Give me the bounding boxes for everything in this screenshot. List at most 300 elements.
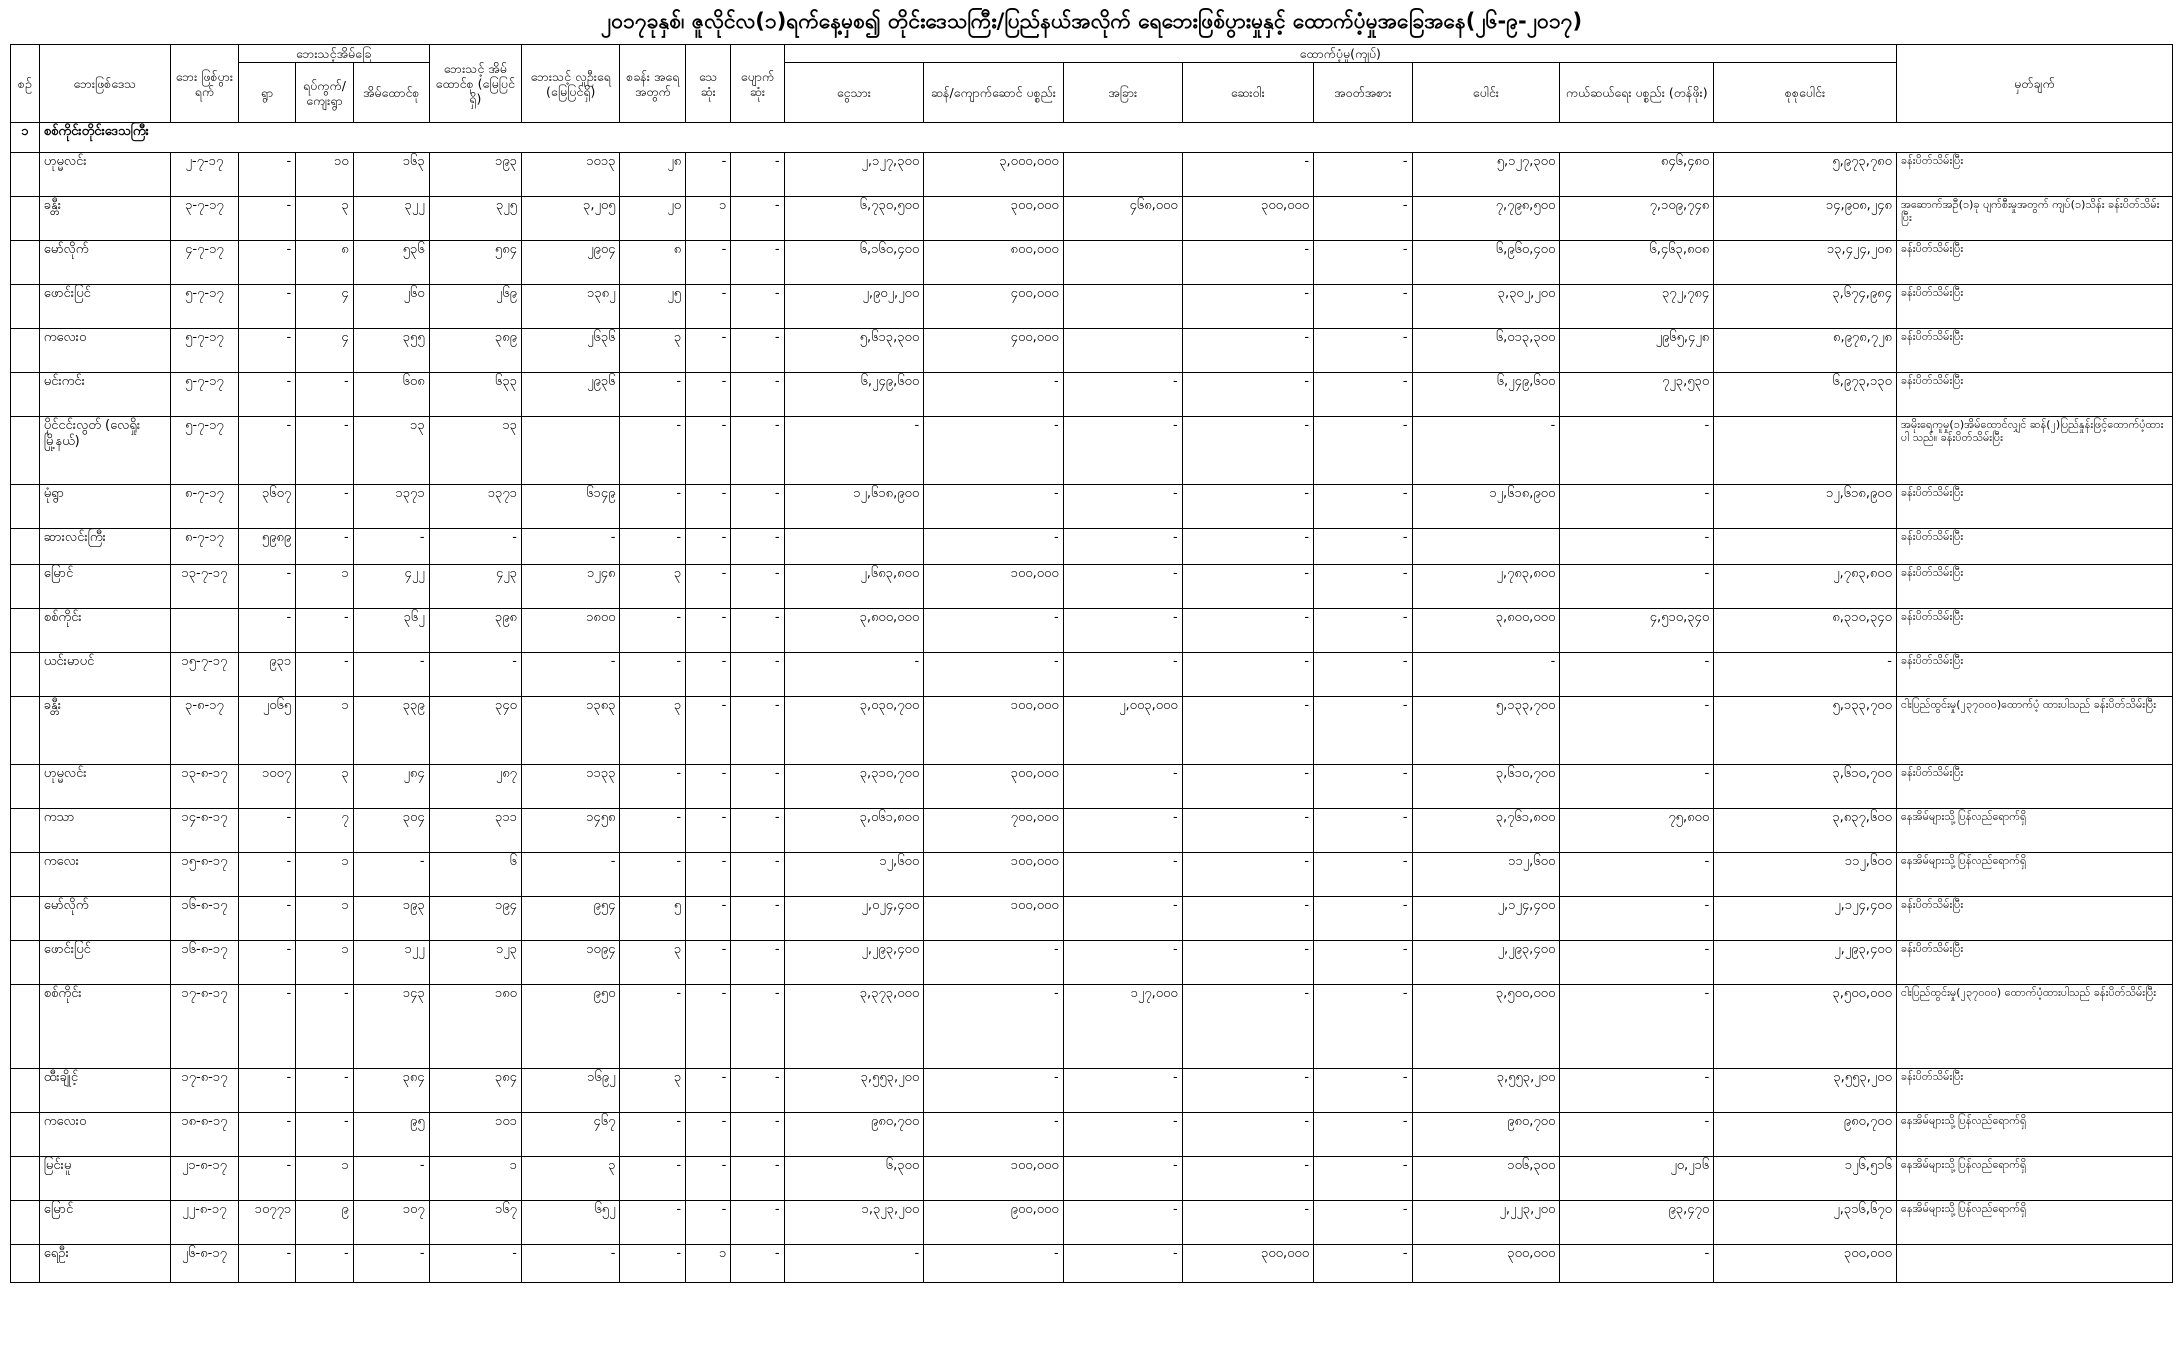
cell-v: - xyxy=(238,197,295,241)
col-households: အိမ်ထောင်စု xyxy=(353,63,429,123)
cell-m: - xyxy=(731,1113,784,1157)
cell-donor: - xyxy=(1560,1113,1714,1157)
cell-v: - xyxy=(238,329,295,373)
cell-donor: ၂၉၆၅,၄၂၈ xyxy=(1560,329,1714,373)
cell-total: - xyxy=(1412,417,1560,485)
cell-d: - xyxy=(686,897,731,941)
cell-area: ထီးချိုင့် xyxy=(39,1069,170,1113)
cell-total: ၃,၆၁၀,၇၀၀ xyxy=(1412,765,1560,809)
cell-d: - xyxy=(686,853,731,897)
cell-cash: ၂,၀၂၄,၄၀၀ xyxy=(784,897,924,941)
cell-c: - xyxy=(620,809,686,853)
cell-f: ၂၆၉ xyxy=(429,285,521,329)
cell-cash: - xyxy=(784,653,924,697)
cell-cash: ၆,၁၆၀,၄၀၀ xyxy=(784,241,924,285)
col-group-camp: ဘေးသင့်အိမ်ခြေ xyxy=(238,45,429,63)
cell-cash: ၆,၂၄၉,၆၀၀ xyxy=(784,373,924,417)
cell-f: ၆ xyxy=(429,853,521,897)
cell-v: - xyxy=(238,853,295,897)
cell-f: - xyxy=(429,653,521,697)
cell-v: ၅၉၈၉ xyxy=(238,529,295,565)
cell-date: ၅-၇-၁၇ xyxy=(171,373,239,417)
cell-f: ၁၈၀ xyxy=(429,985,521,1069)
cell-rice: - xyxy=(924,609,1064,653)
cell-c: ၃ xyxy=(620,329,686,373)
cell-f: ၁ xyxy=(429,1157,521,1201)
cell-date: ၅-၇-၁၇ xyxy=(171,285,239,329)
cell-rem: ခန်းပိတ်သိမ်းပြီး xyxy=(1896,897,2172,941)
cell-date: ၁၆-၈-၁၇ xyxy=(171,941,239,985)
cell-no xyxy=(11,609,40,653)
cell-m: - xyxy=(731,1201,784,1245)
table-row xyxy=(11,1069,2173,1113)
cell-cash: ၂,၁၂၇,၃၀၀ xyxy=(784,153,924,197)
table-row xyxy=(11,1113,2173,1157)
cell-w: - xyxy=(296,417,353,485)
cell-oil: - xyxy=(1182,373,1313,417)
cell-rice: - xyxy=(924,653,1064,697)
cell-d: - xyxy=(686,285,731,329)
cell-total: ၂,၂၉၃,၄၀၀ xyxy=(1412,941,1560,985)
table-row xyxy=(11,1245,2173,1283)
cell-oil: - xyxy=(1182,941,1313,985)
cell-other: - xyxy=(1314,853,1413,897)
cell-donor: - xyxy=(1560,697,1714,765)
cell-total: ၁၂,၆၁၈,၉၀၀ xyxy=(1412,485,1560,529)
cell-other: - xyxy=(1314,329,1413,373)
cell-rice: ၇၀၀,၀၀၀ xyxy=(924,809,1064,853)
cell-p: ၆၁၄၉ xyxy=(521,485,620,529)
cell-oil: ၃၀၀,၀၀၀ xyxy=(1182,197,1313,241)
cell-m: - xyxy=(731,1157,784,1201)
cell-area: ကလေးဝ xyxy=(39,329,170,373)
cell-cash: ၃,၃၁၀,၇၀၀ xyxy=(784,765,924,809)
cell-rice: ၁၀၀,၀၀၀ xyxy=(924,897,1064,941)
cell-food: - xyxy=(1063,809,1182,853)
cell-p: - xyxy=(521,653,620,697)
cell-grand: ၂,၂၉၃,၄၀၀ xyxy=(1714,941,1897,985)
cell-grand: ၃၀၀,၀၀၀ xyxy=(1714,1245,1897,1283)
cell-d: - xyxy=(686,373,731,417)
cell-donor: - xyxy=(1560,941,1714,985)
cell-m: - xyxy=(731,1245,784,1283)
cell-c: - xyxy=(620,653,686,697)
table-row xyxy=(11,329,2173,373)
cell-h: - xyxy=(353,653,429,697)
cell-food: - xyxy=(1063,417,1182,485)
cell-rice: ၃,၀၀၀,၀၀၀ xyxy=(924,153,1064,197)
cell-v: - xyxy=(238,153,295,197)
cell-date: ၂-၇-၁၇ xyxy=(171,153,239,197)
table-row xyxy=(11,153,2173,197)
cell-area: မုံရွာ xyxy=(39,485,170,529)
cell-v: - xyxy=(238,417,295,485)
cell-total xyxy=(1412,529,1560,565)
cell-d: - xyxy=(686,697,731,765)
table-row xyxy=(11,565,2173,609)
cell-h: ၁၆၃ xyxy=(353,153,429,197)
cell-area: မြောင် xyxy=(39,565,170,609)
cell-c: - xyxy=(620,985,686,1069)
cell-v: - xyxy=(238,609,295,653)
cell-grand: ၃,၈၃၇,၆၀၀ xyxy=(1714,809,1897,853)
cell-other: - xyxy=(1314,985,1413,1069)
cell-area: မင်းကင်း xyxy=(39,373,170,417)
cell-date: ၁၄-၈-၁၇ xyxy=(171,809,239,853)
cell-area: ဖောင်းပြင် xyxy=(39,941,170,985)
cell-c: ၃ xyxy=(620,1069,686,1113)
cell-w: - xyxy=(296,529,353,565)
cell-cash: ၅,၆၁၃,၃၀၀ xyxy=(784,329,924,373)
cell-donor: ၆,၄၆၃,၈၀၈ xyxy=(1560,241,1714,285)
col-cash: ငွေသား xyxy=(784,63,924,123)
cell-p: ၆၅၂ xyxy=(521,1201,620,1245)
cell-area: ပိုင်ငင်းလွတ် (လေရှိုးမြို့နယ်) xyxy=(39,417,170,485)
cell-cash: ၃,၀၃၀,၇၀၀ xyxy=(784,697,924,765)
cell-d: - xyxy=(686,565,731,609)
section-no: ၁ xyxy=(11,123,40,153)
table-row xyxy=(11,653,2173,697)
cell-h: - xyxy=(353,1245,429,1283)
cell-area: မြောင် xyxy=(39,1201,170,1245)
cell-p xyxy=(521,417,620,485)
cell-no xyxy=(11,897,40,941)
cell-h: ၁၄၃ xyxy=(353,985,429,1069)
cell-no xyxy=(11,765,40,809)
cell-other: - xyxy=(1314,897,1413,941)
cell-no xyxy=(11,1201,40,1245)
cell-rem: ခန်းပိတ်သိမ်းပြီး xyxy=(1896,941,2172,985)
cell-w: ၇ xyxy=(296,809,353,853)
col-camps: စခန်း အရေ အတွက် xyxy=(620,45,686,123)
cell-donor: ၈၄၆,၄၈၀ xyxy=(1560,153,1714,197)
cell-m: - xyxy=(731,809,784,853)
cell-w: ၁ xyxy=(296,565,353,609)
cell-total: ၃,၅၅၃,၂၀၀ xyxy=(1412,1069,1560,1113)
cell-rice: - xyxy=(924,485,1064,529)
cell-rice: ၉၀၀,၀၀၀ xyxy=(924,1201,1064,1245)
cell-f: ၃၈၉ xyxy=(429,329,521,373)
cell-grand: - xyxy=(1714,653,1897,697)
cell-date: ၁၆-၈-၁၇ xyxy=(171,897,239,941)
cell-h: ၃၃၉ xyxy=(353,697,429,765)
cell-food: ၁၂၇,၀၀၀ xyxy=(1063,985,1182,1069)
cell-other: - xyxy=(1314,485,1413,529)
cell-grand: ၅,၉၇၃,၇၈၀ xyxy=(1714,153,1897,197)
cell-cash: - xyxy=(784,1245,924,1283)
cell-p: ၂၉၀၄ xyxy=(521,241,620,285)
cell-f: ၃၁၁ xyxy=(429,809,521,853)
cell-food: - xyxy=(1063,529,1182,565)
cell-v: ၉၃၁ xyxy=(238,653,295,697)
cell-c: ၃ xyxy=(620,941,686,985)
cell-date: ၁၈-၈-၁၇ xyxy=(171,1113,239,1157)
cell-rem: ခန်းပိတ်သိမ်းပြီး xyxy=(1896,241,2172,285)
cell-w: - xyxy=(296,485,353,529)
cell-p: ၁၈၀၀ xyxy=(521,609,620,653)
cell-p: ၉၅၄ xyxy=(521,897,620,941)
cell-p: ၁၂၄၈ xyxy=(521,565,620,609)
cell-rem: ခန်းပိတ်သိမ်းပြီး xyxy=(1896,1069,2172,1113)
cell-area: မြင်းမူ xyxy=(39,1157,170,1201)
cell-grand: ၃,၅၅၃,၂၀၀ xyxy=(1714,1069,1897,1113)
cell-d: - xyxy=(686,485,731,529)
cell-food: - xyxy=(1063,897,1182,941)
cell-no xyxy=(11,697,40,765)
cell-m: - xyxy=(731,897,784,941)
cell-h: ၂၈၄ xyxy=(353,765,429,809)
cell-c: - xyxy=(620,1245,686,1283)
cell-area: ကလေးဝ xyxy=(39,1113,170,1157)
cell-donor: ၂၀,၂၁၆ xyxy=(1560,1157,1714,1201)
cell-food: - xyxy=(1063,565,1182,609)
cell-m: - xyxy=(731,609,784,653)
cell-c: ၈ xyxy=(620,241,686,285)
cell-no xyxy=(11,1069,40,1113)
cell-other: - xyxy=(1314,609,1413,653)
cell-v: ၂၀၆၅ xyxy=(238,697,295,765)
cell-area: စစ်ကိုင်း xyxy=(39,609,170,653)
cell-other: - xyxy=(1314,1201,1413,1245)
cell-total: ၅,၁၃၃,၇၀၀ xyxy=(1412,697,1560,765)
cell-h: ၃၆၂ xyxy=(353,609,429,653)
cell-donor: - xyxy=(1560,1069,1714,1113)
cell-oil: - xyxy=(1182,285,1313,329)
flood-table xyxy=(10,44,2173,1283)
cell-no xyxy=(11,285,40,329)
col-missing: ပျောက် ဆုံး xyxy=(731,45,784,123)
cell-v: - xyxy=(238,809,295,853)
cell-total: ၂,၇၈၃,၈၀၀ xyxy=(1412,565,1560,609)
cell-p: ၁၀၁၃ xyxy=(521,153,620,197)
cell-cash xyxy=(784,529,924,565)
cell-donor: - xyxy=(1560,653,1714,697)
cell-c: ၅ xyxy=(620,897,686,941)
cell-food xyxy=(1063,329,1182,373)
cell-h: ၁၉၃ xyxy=(353,897,429,941)
cell-rem: အဆောက်အဦ(၁)ခု ပျက်စီးမှုအတွက် ကျပ်(၁)သိန်း ခန်းပိတ်သိမ်းပြီး xyxy=(1896,197,2172,241)
cell-food: ၂,၀၀၃,၀၀၀ xyxy=(1063,697,1182,765)
header-row-1 xyxy=(11,45,2173,63)
col-affected-people: ဘေးသင့် လူဦးရေ (မြေပြင်ရှိ) xyxy=(521,45,620,123)
cell-donor: ၄,၅၁၀,၃၄၀ xyxy=(1560,609,1714,653)
cell-other: - xyxy=(1314,373,1413,417)
cell-d: - xyxy=(686,809,731,853)
cell-oil: - xyxy=(1182,765,1313,809)
table-row xyxy=(11,809,2173,853)
cell-rem: အမိုးရေကူမှု(၁)အိမ်ထောင်လျှင် ဆန်(၂)ပြည်နှုန်းဖြင့်ထောက်ပံ့ထားပါ သည်။ ခန်းပိတ်သိမ်းပြီး xyxy=(1896,417,2172,485)
cell-rice: - xyxy=(924,1245,1064,1283)
cell-p: - xyxy=(521,529,620,565)
cell-donor: - xyxy=(1560,985,1714,1069)
cell-h: ၆၀၈ xyxy=(353,373,429,417)
cell-rem: နေအိမ်များသို့ပြန်လည်ရောက်ရှိ xyxy=(1896,1157,2172,1201)
cell-donor: - xyxy=(1560,485,1714,529)
cell-donor: ၇၅,၈၀၀ xyxy=(1560,809,1714,853)
cell-m: - xyxy=(731,285,784,329)
cell-d: - xyxy=(686,609,731,653)
cell-d: - xyxy=(686,653,731,697)
cell-v: - xyxy=(238,1113,295,1157)
cell-oil: - xyxy=(1182,1157,1313,1201)
cell-rice: ၄၀၀,၀၀၀ xyxy=(924,285,1064,329)
section-label: စစ်ကိုင်းတိုင်းဒေသကြီး xyxy=(39,123,2172,153)
cell-area: ဆားလင်းကြီး xyxy=(39,529,170,565)
col-group-aid: ထောက်ပံ့မှု(ကျပ်) xyxy=(784,45,1896,63)
cell-grand: ၉၈၀,၇၀၀ xyxy=(1714,1113,1897,1157)
cell-f: ၁၀၁ xyxy=(429,1113,521,1157)
cell-rice: - xyxy=(924,373,1064,417)
cell-grand: ၃,၅၀၀,၀၀၀ xyxy=(1714,985,1897,1069)
cell-rice: - xyxy=(924,417,1064,485)
cell-c: - xyxy=(620,417,686,485)
cell-m: - xyxy=(731,373,784,417)
cell-d: - xyxy=(686,941,731,985)
col-grand-total: စုစုပေါင်း xyxy=(1714,63,1897,123)
cell-rice: - xyxy=(924,985,1064,1069)
cell-p: ၉၅၀ xyxy=(521,985,620,1069)
cell-f: ၁၃ xyxy=(429,417,521,485)
cell-total: ၁၀၆,၃၀၀ xyxy=(1412,1157,1560,1201)
cell-other: - xyxy=(1314,1157,1413,1201)
cell-c: ၃ xyxy=(620,697,686,765)
cell-c: - xyxy=(620,765,686,809)
cell-cash: ၂,၂၉၃,၄၀၀ xyxy=(784,941,924,985)
cell-other: - xyxy=(1314,285,1413,329)
cell-f: ၁၃၇၁ xyxy=(429,485,521,529)
page-title: ၂၀၁၇ခုနှစ်၊ ဇူလိုင်လ(၁)ရက်နေ့မှစ၍ တိုင်းဒေသကြီး/ပြည်နယ်အလိုက် ရေဘေးဖြစ်ပွားမှုနှင့် ထောက်ပံ့မှုအခြေအနေ(၂၆-၉-၂၀၁၇) xyxy=(600,9,1583,33)
cell-food: - xyxy=(1063,373,1182,417)
cell-grand xyxy=(1714,417,1897,485)
cell-cash: ၃,၈၀၀,၀၀၀ xyxy=(784,609,924,653)
cell-m: - xyxy=(731,853,784,897)
cell-grand: ၂,၁၂၄,၄၀၀ xyxy=(1714,897,1897,941)
cell-date: ၅-၇-၁၇ xyxy=(171,417,239,485)
cell-oil: - xyxy=(1182,853,1313,897)
cell-area: ဟုမ္မလင်း xyxy=(39,153,170,197)
cell-date: ၁၅-၇-၁၇ xyxy=(171,653,239,697)
cell-cash: ၁၂,၆၁၈,၉၀၀ xyxy=(784,485,924,529)
cell-f: ၂၈၇ xyxy=(429,765,521,809)
cell-date: ၂၂-၈-၁၇ xyxy=(171,1201,239,1245)
cell-c: - xyxy=(620,1201,686,1245)
cell-h: ၁၃ xyxy=(353,417,429,485)
section-row xyxy=(11,123,2173,153)
cell-f: ၃၈၄ xyxy=(429,1069,521,1113)
cell-h: ၁၂၂ xyxy=(353,941,429,985)
cell-c: ၃ xyxy=(620,565,686,609)
cell-date: ၁၅-၈-၁၇ xyxy=(171,853,239,897)
cell-grand: ၂,၃၁၆,၆၇၀ xyxy=(1714,1201,1897,1245)
cell-h: ၁၀၇ xyxy=(353,1201,429,1245)
cell-oil: - xyxy=(1182,1113,1313,1157)
cell-area: ကသာ xyxy=(39,809,170,853)
cell-rem: ငါးပြည်ထွင်းမှု(၂၃၇၀၀၀) ထောက်ပံ့ထားပါသည် ခန်းပိတ်သိမ်းပြီး xyxy=(1896,985,2172,1069)
cell-c: ၂၀ xyxy=(620,197,686,241)
cell-rem: ခန်းပိတ်သိမ်းပြီး xyxy=(1896,609,2172,653)
cell-donor: - xyxy=(1560,897,1714,941)
cell-total: ၃,၅၀၀,၀၀၀ xyxy=(1412,985,1560,1069)
table-row xyxy=(11,285,2173,329)
cell-oil: - xyxy=(1182,529,1313,565)
cell-date: ၁၇-၈-၁၇ xyxy=(171,985,239,1069)
cell-v: - xyxy=(238,897,295,941)
cell-v: ၁၀၀၇ xyxy=(238,765,295,809)
cell-grand: ၆,၉၇၃,၁၃၀ xyxy=(1714,373,1897,417)
cell-d: - xyxy=(686,985,731,1069)
cell-rem: နေအိမ်များသို့ပြန်လည်ရောက်ရှိ xyxy=(1896,809,2172,853)
cell-food xyxy=(1063,285,1182,329)
cell-m: - xyxy=(731,153,784,197)
cell-rice: ၄၀၀,၀၀၀ xyxy=(924,329,1064,373)
col-food: အခြား xyxy=(1063,63,1182,123)
cell-cash: ၃,၅၅၃,၂၀၀ xyxy=(784,1069,924,1113)
cell-no xyxy=(11,329,40,373)
cell-f: - xyxy=(429,529,521,565)
cell-oil: - xyxy=(1182,1069,1313,1113)
cell-c: - xyxy=(620,373,686,417)
cell-h: ၅၃၆ xyxy=(353,241,429,285)
cell-rice: ၃၀၀,၀၀၀ xyxy=(924,197,1064,241)
cell-p: - xyxy=(521,1245,620,1283)
cell-food: - xyxy=(1063,1201,1182,1245)
cell-d: - xyxy=(686,1069,731,1113)
cell-rice: ၁၀၀,၀၀၀ xyxy=(924,697,1064,765)
cell-f: ၃၂၅ xyxy=(429,197,521,241)
table-row xyxy=(11,1201,2173,1245)
cell-cash: ၂,၆၈၃,၈၀၀ xyxy=(784,565,924,609)
cell-date: ၄-၇-၁၇ xyxy=(171,241,239,285)
cell-p: - xyxy=(521,853,620,897)
cell-total: ၅,၁၂၇,၃၀၀ xyxy=(1412,153,1560,197)
table-row xyxy=(11,529,2173,565)
cell-v: ၁၀၇၇၁ xyxy=(238,1201,295,1245)
cell-total: ၆,၉၆၀,၄၀၀ xyxy=(1412,241,1560,285)
cell-no xyxy=(11,241,40,285)
cell-no xyxy=(11,417,40,485)
cell-food: - xyxy=(1063,765,1182,809)
cell-cash: ၆,၇၃၀,၅၀၀ xyxy=(784,197,924,241)
cell-c: - xyxy=(620,609,686,653)
cell-other: - xyxy=(1314,809,1413,853)
cell-d: - xyxy=(686,1157,731,1201)
cell-donor: - xyxy=(1560,417,1714,485)
cell-d: ၁ xyxy=(686,1245,731,1283)
cell-rem: ခန်းပိတ်သိမ်းပြီး xyxy=(1896,529,2172,565)
cell-grand: ၅,၁၃၃,၇၀၀ xyxy=(1714,697,1897,765)
cell-grand: ၃,၆၁၀,၇၀၀ xyxy=(1714,765,1897,809)
cell-w: ၄ xyxy=(296,329,353,373)
cell-p: ၁၃၈၃ xyxy=(521,697,620,765)
cell-rem: ခန်းပိတ်သိမ်းပြီး xyxy=(1896,765,2172,809)
cell-p: ၁၃၈၂ xyxy=(521,285,620,329)
cell-f: ၄၂၃ xyxy=(429,565,521,609)
cell-w: ၁ xyxy=(296,897,353,941)
cell-p: ၁၆၉၂ xyxy=(521,1069,620,1113)
cell-other: - xyxy=(1314,153,1413,197)
cell-rem: ခန်းပိတ်သိမ်းပြီး xyxy=(1896,329,2172,373)
cell-w: ၉ xyxy=(296,1201,353,1245)
cell-v: - xyxy=(238,985,295,1069)
cell-other: - xyxy=(1314,697,1413,765)
cell-area: ယင်းမာပင် xyxy=(39,653,170,697)
table-row xyxy=(11,1157,2173,1201)
cell-oil: - xyxy=(1182,897,1313,941)
cell-total: ၉၈၀,၇၀၀ xyxy=(1412,1113,1560,1157)
cell-v: - xyxy=(238,241,295,285)
cell-food: - xyxy=(1063,853,1182,897)
cell-w: ၁ xyxy=(296,1157,353,1201)
